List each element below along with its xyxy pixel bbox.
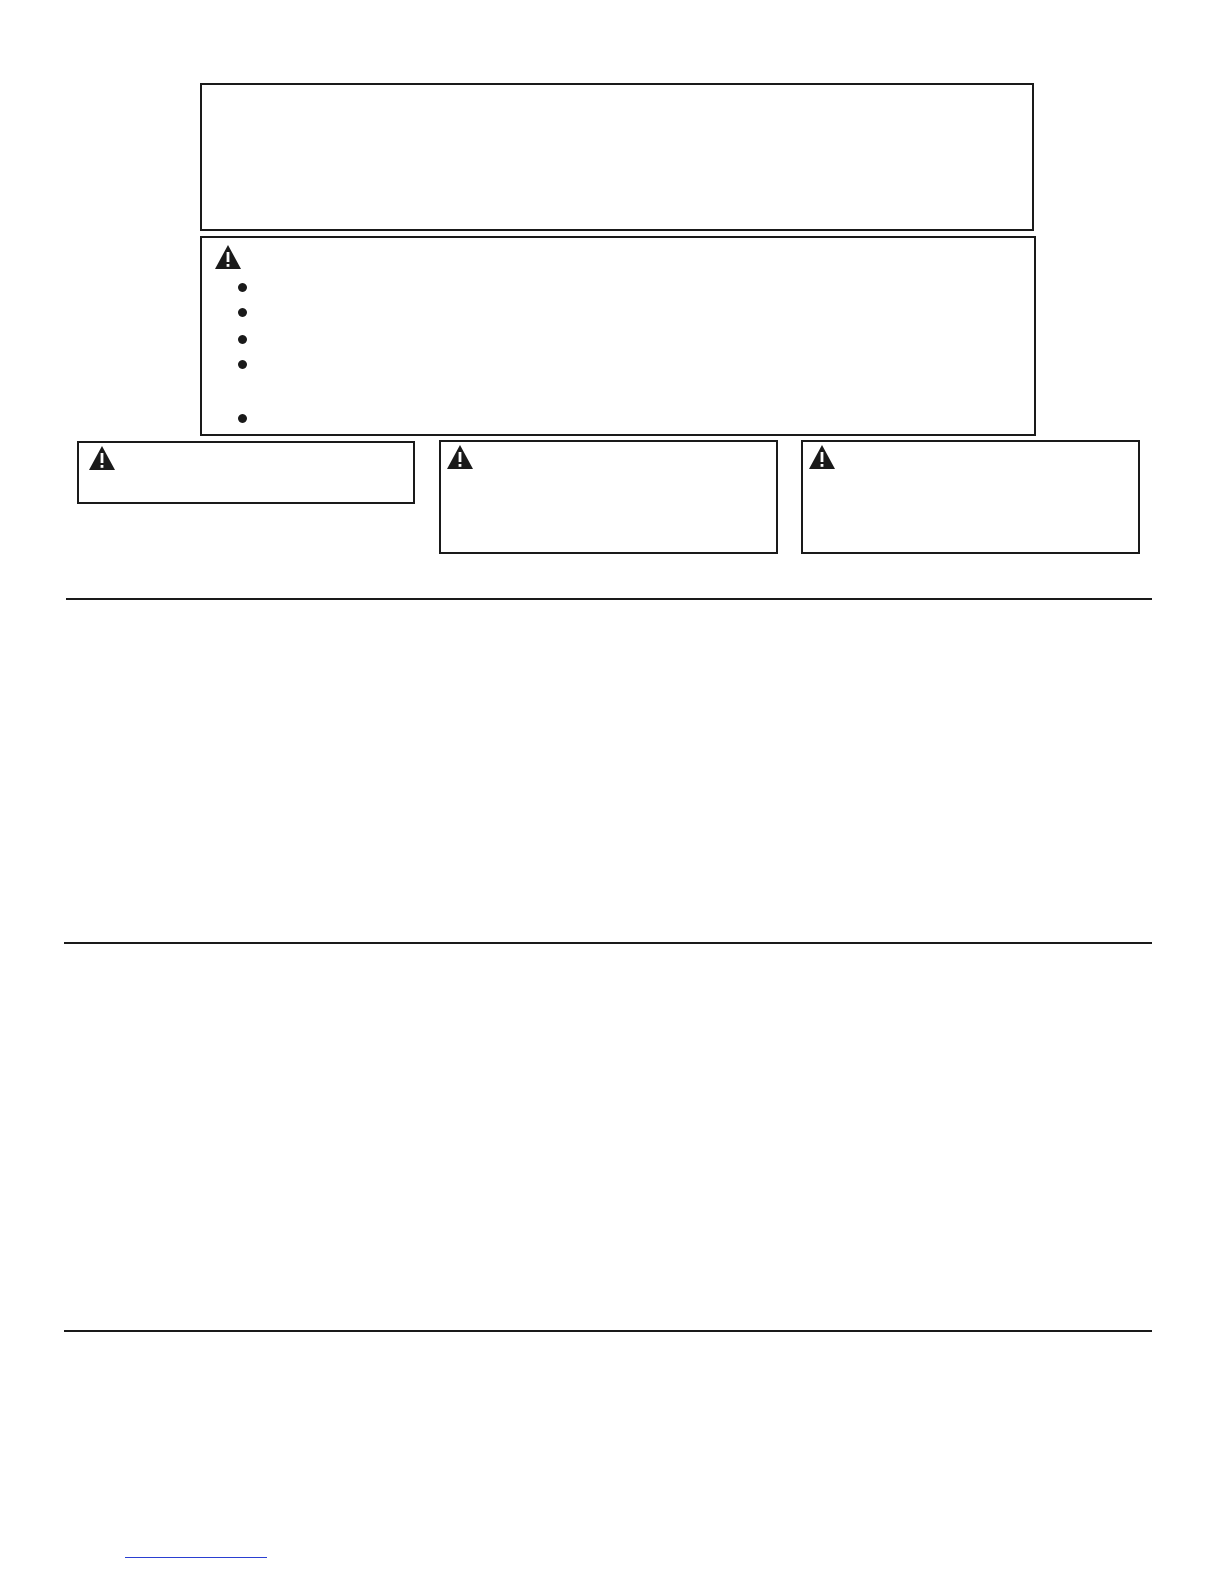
section-divider <box>66 598 1152 600</box>
main-warning-box <box>200 236 1036 436</box>
warning-triangle-icon <box>88 445 116 471</box>
bullet-dot <box>238 414 247 423</box>
section-divider <box>64 1330 1152 1332</box>
bullet-dot <box>238 283 247 292</box>
section-divider <box>64 942 1152 944</box>
left-warning-box <box>77 441 415 504</box>
footer-link-underline[interactable] <box>125 1557 267 1558</box>
bullet-dot <box>238 335 247 344</box>
warning-triangle-icon <box>214 244 242 270</box>
warning-triangle-icon <box>446 444 474 470</box>
warning-triangle-icon <box>808 444 836 470</box>
bullet-dot <box>238 360 247 369</box>
middle-warning-box <box>439 440 778 554</box>
top-notice-box <box>200 83 1034 231</box>
bullet-dot <box>238 308 247 317</box>
right-warning-box <box>801 440 1140 554</box>
